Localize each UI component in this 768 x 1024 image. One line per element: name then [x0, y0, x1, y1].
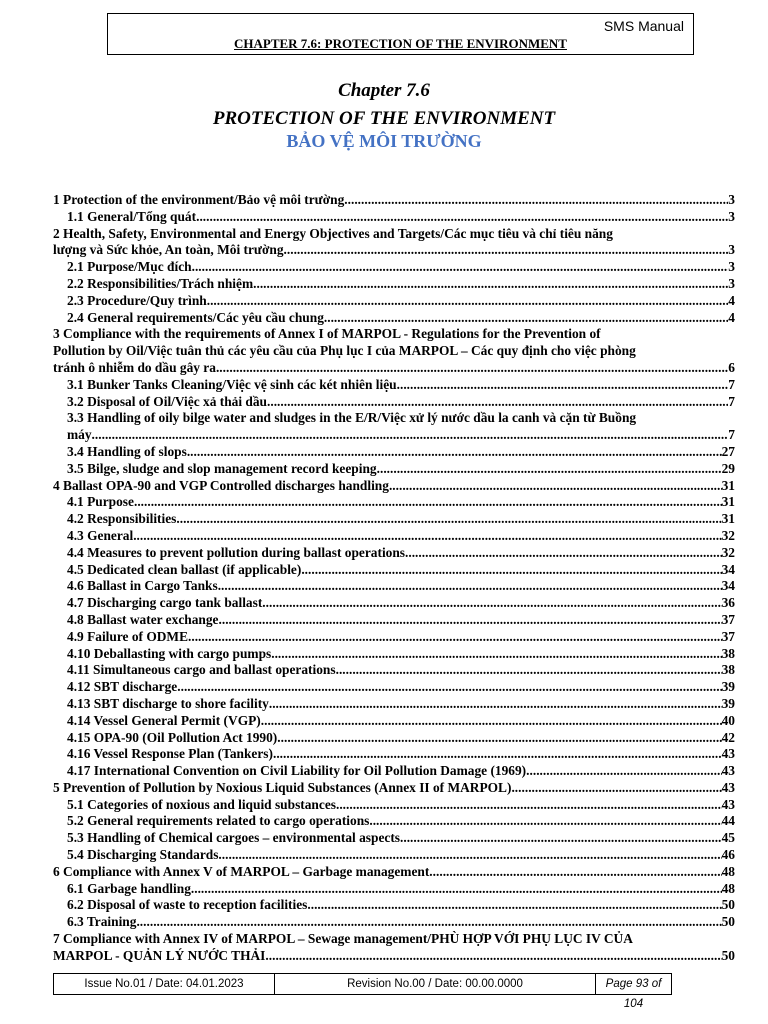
- toc-page-number: 34: [721, 578, 735, 594]
- toc-entry[interactable]: [53, 696, 735, 713]
- toc-entry-text: 2.4 General requirements/Các yêu cầu chung: [67, 309, 324, 325]
- toc-entry[interactable]: [53, 478, 735, 495]
- toc-entry-row: [67, 259, 735, 276]
- toc-entry[interactable]: [53, 797, 735, 814]
- toc-entry-row: [53, 864, 735, 881]
- toc-entry-row: [67, 209, 735, 226]
- toc-page-number: 40: [721, 712, 735, 728]
- page-header: [107, 13, 694, 55]
- toc-page-number: 6: [728, 359, 735, 375]
- toc-entry-row: [67, 847, 735, 864]
- toc-entry-row: [67, 696, 735, 713]
- toc-page-number: 31: [721, 511, 735, 527]
- page-footer: [53, 973, 672, 1010]
- manual-name: SMS Manual: [603, 18, 684, 34]
- toc-entry-text: 2 Health, Safety, Environmental and Energy Objectives and Targets/Các mục tiêu và chỉ tiêu năng: [53, 225, 613, 241]
- chapter-subtitle: BẢO VỆ MÔI TRƯỜNG: [286, 131, 482, 151]
- toc-entry-row: [53, 780, 735, 797]
- toc-page-number: 4: [728, 292, 735, 308]
- toc-entry-text: 4.2 Responsibilities: [67, 511, 177, 527]
- toc-page-number: 29: [721, 460, 735, 476]
- toc-leader-dots: [397, 377, 729, 394]
- toc-entry[interactable]: [53, 259, 735, 276]
- toc-page-number: 31: [721, 477, 735, 493]
- toc-entry[interactable]: [53, 931, 735, 965]
- header-chapter-title: CHAPTER 7.6: PROTECTION OF THE ENVIRONMENT: [234, 36, 567, 51]
- toc-entry-text: 2.2 Responsibilities/Trách nhiệm: [67, 275, 254, 291]
- toc-entry-text: 4.5 Dedicated clean ballast (if applicable): [67, 561, 302, 577]
- toc-entry-text: 5.3 Handling of Chemical cargoes – environmental aspects: [67, 830, 401, 846]
- toc-entry[interactable]: [53, 864, 735, 881]
- toc-entry-text: 4.3 General: [67, 527, 134, 543]
- toc-page-number: 50: [721, 947, 735, 963]
- toc-entry[interactable]: [53, 578, 735, 595]
- toc-entry[interactable]: [53, 293, 735, 310]
- toc-leader-dots: [307, 897, 721, 914]
- toc-entry[interactable]: [53, 914, 735, 931]
- toc-entry-row: [67, 276, 735, 293]
- toc-entry-text: lượng và Sức khỏe, An toàn, Môi trường: [53, 242, 284, 258]
- toc-leader-dots: [405, 545, 722, 562]
- toc-page-number: 3: [728, 275, 735, 291]
- toc-page-number: 42: [721, 729, 735, 745]
- toc-entry-text: 1.1 General/Tổng quát: [67, 208, 197, 224]
- toc-leader-dots: [136, 914, 721, 931]
- toc-page-number: 3: [728, 208, 735, 224]
- toc-leader-dots: [191, 881, 722, 898]
- toc-entry-text: 3.1 Bunker Tanks Cleaning/Việc vệ sinh các két nhiên liệu: [67, 376, 397, 392]
- toc-entry[interactable]: [53, 377, 735, 394]
- toc-entry-row: [67, 797, 735, 814]
- toc-entry-text: 4.11 Simultaneous cargo and ballast operations: [67, 662, 336, 678]
- issue-info: Issue No.01 / Date: 04.01.2023: [54, 974, 275, 994]
- toc-entry[interactable]: [53, 830, 735, 847]
- toc-entry-row: [67, 461, 735, 478]
- toc-entry-text: 7 Compliance with Annex IV of MARPOL – Sewage management/PHÙ HỢP VỚI PHỤ LỤC IV CỦA: [53, 931, 633, 947]
- toc-leader-dots: [400, 830, 722, 847]
- toc-leader-dots: [284, 242, 729, 259]
- toc-entry[interactable]: [53, 394, 735, 411]
- toc-entry-row: [67, 629, 735, 646]
- toc-entry-row: [67, 813, 735, 830]
- toc-entry[interactable]: [53, 461, 735, 478]
- toc-entry-row: [67, 713, 735, 730]
- toc-entry-text: 3.5 Bilge, sludge and slop management record keeping: [67, 460, 377, 476]
- toc-entry-text: 4.12 SBT discharge: [67, 679, 178, 695]
- toc-entry-row: [67, 494, 735, 511]
- toc-entry-row: [67, 746, 735, 763]
- toc-entry[interactable]: [53, 410, 735, 444]
- toc-entry-text: 5 Prevention of Pollution by Noxious Liquid Substances (Annex II of MARPOL): [53, 779, 512, 795]
- toc-page-number: 34: [721, 561, 735, 577]
- toc-entry-row: [67, 394, 735, 411]
- toc-entry[interactable]: [53, 679, 735, 696]
- toc-page-number: 37: [721, 628, 735, 644]
- toc-entry-text: 4.15 OPA-90 (Oil Pollution Act 1990): [67, 729, 278, 745]
- toc-entry-text: 4.10 Deballasting with cargo pumps: [67, 645, 272, 661]
- toc-entry-row: [67, 830, 735, 847]
- toc-entry[interactable]: [53, 813, 735, 830]
- toc-entry-text: 4.16 Vessel Response Plan (Tankers): [67, 746, 273, 762]
- toc-leader-dots: [267, 394, 728, 411]
- toc-page-number: 45: [721, 830, 735, 846]
- toc-entry[interactable]: [53, 226, 735, 260]
- revision-info: Revision No.00 / Date: 00.00.0000: [275, 974, 596, 994]
- toc-entry[interactable]: [53, 612, 735, 629]
- toc-leader-dots: [218, 578, 722, 595]
- toc-entry-row: [67, 562, 735, 579]
- toc-entry-text: máy: [67, 427, 92, 443]
- toc-entry-text: 4.8 Ballast water exchange: [67, 611, 219, 627]
- toc-leader-dots: [277, 730, 721, 747]
- toc-leader-dots: [324, 310, 728, 327]
- toc-entry[interactable]: [53, 209, 735, 226]
- toc-entry[interactable]: [53, 528, 735, 545]
- toc-entry[interactable]: [53, 629, 735, 646]
- toc-entry-text: 4.4 Measures to prevent pollution during ballast operations: [67, 544, 406, 560]
- toc-leader-dots: [301, 562, 721, 579]
- toc-page-number: 7: [728, 427, 735, 443]
- toc-leader-dots: [273, 746, 722, 763]
- toc-entry[interactable]: [53, 562, 735, 579]
- toc-page-number: 38: [721, 645, 735, 661]
- toc-entry[interactable]: [53, 545, 735, 562]
- toc-entry-row: [53, 242, 735, 259]
- toc-leader-dots: [389, 478, 722, 495]
- toc-page-number: 27: [721, 443, 735, 459]
- toc-leader-dots: [133, 528, 721, 545]
- toc-leader-dots: [344, 192, 728, 209]
- toc-entry-row: [53, 192, 735, 209]
- toc-entry-text: 2.1 Purpose/Mục đích: [67, 259, 192, 275]
- toc-leader-dots: [261, 713, 722, 730]
- toc-entry-row: [67, 511, 735, 528]
- toc-page-number: 3: [728, 259, 735, 275]
- toc-page-number: 43: [721, 763, 735, 779]
- toc-entry[interactable]: [53, 780, 735, 797]
- toc-entry-row: [67, 545, 735, 562]
- page-number: Page 93 of 104: [605, 978, 662, 1010]
- toc-page-number: 43: [721, 779, 735, 795]
- toc-entry[interactable]: [53, 192, 735, 209]
- toc-entry-text: 1 Protection of the environment/Bảo vệ môi trường: [53, 192, 345, 207]
- toc-entry[interactable]: [53, 881, 735, 898]
- toc-page-number: 48: [721, 880, 735, 896]
- toc-leader-dots: [218, 847, 721, 864]
- toc-leader-dots: [269, 696, 722, 713]
- toc-entry-text: 4.17 International Convention on Civil Liability for Oil Pollution Damage (1969): [67, 763, 527, 779]
- toc-entry-row: [67, 763, 735, 780]
- toc-entry-text: 3.2 Disposal of Oil/Việc xả thải dầu: [67, 393, 268, 409]
- toc-entry-row: [67, 528, 735, 545]
- toc-leader-dots: [92, 427, 729, 444]
- toc-entry[interactable]: [53, 646, 735, 663]
- toc-leader-dots: [429, 864, 721, 881]
- toc-leader-dots: [369, 813, 721, 830]
- toc-entry-row: [67, 662, 735, 679]
- toc-page-number: 32: [721, 544, 735, 560]
- toc-entry-row: [67, 377, 735, 394]
- toc-entry-text: 4.6 Ballast in Cargo Tanks: [67, 578, 218, 594]
- toc-entry-text: 3.4 Handling of slops: [67, 443, 187, 459]
- toc-entry[interactable]: [53, 326, 735, 376]
- toc-entry[interactable]: [53, 713, 735, 730]
- toc-page-number: 48: [721, 863, 735, 879]
- toc-entry-row: [67, 427, 735, 444]
- toc-leader-dots: [336, 797, 722, 814]
- table-of-contents: [53, 192, 735, 965]
- toc-entry[interactable]: [53, 897, 735, 914]
- toc-entry[interactable]: [53, 276, 735, 293]
- toc-entry-text: 6 Compliance with Annex V of MARPOL – Garbage management: [53, 863, 430, 879]
- chapter-title: PROTECTION OF THE ENVIRONMENT: [212, 108, 556, 129]
- toc-page-number: 3: [728, 192, 735, 207]
- toc-entry-text: 4.7 Discharging cargo tank ballast: [67, 595, 263, 611]
- toc-entry-text: 6.2 Disposal of waste to reception facilities: [67, 897, 308, 913]
- toc-entry-text: tránh ô nhiễm do dầu gây ra: [53, 359, 216, 375]
- toc-leader-dots: [188, 629, 722, 646]
- toc-entry-row: [67, 578, 735, 595]
- toc-leader-dots: [192, 259, 729, 276]
- toc-page-number: 46: [721, 847, 735, 863]
- toc-entry-text: 2.3 Procedure/Quy trình: [67, 292, 207, 308]
- toc-page-number: 43: [721, 746, 735, 762]
- toc-entry-row: [53, 478, 735, 495]
- toc-page-number: 39: [721, 695, 735, 711]
- toc-entry[interactable]: [53, 763, 735, 780]
- toc-entry-row: [67, 679, 735, 696]
- toc-leader-dots: [526, 763, 721, 780]
- chapter-number: Chapter 7.6: [338, 80, 430, 101]
- toc-page-number: 7: [728, 376, 735, 392]
- toc-entry-row: [67, 444, 735, 461]
- toc-entry-row: [67, 914, 735, 931]
- toc-entry[interactable]: [53, 494, 735, 511]
- toc-page-number: 3: [728, 242, 735, 258]
- toc-entry-row: [53, 948, 735, 965]
- toc-entry-text: Pollution by Oil/Việc tuân thủ các yêu cầu của Phụ lục I của MARPOL – Các quy định cho việc phòng: [53, 343, 636, 359]
- toc-page-number: 37: [721, 611, 735, 627]
- toc-entry-text: 3.3 Handling of oily bilge water and sludges in the E/R/Việc xử lý nước dầu la canh và cặn từ Buồng: [67, 410, 637, 426]
- toc-entry-row: [53, 360, 735, 377]
- toc-page-number: 36: [721, 595, 735, 611]
- toc-entry[interactable]: [53, 310, 735, 327]
- toc-page-number: 39: [721, 679, 735, 695]
- toc-entry[interactable]: [53, 746, 735, 763]
- toc-entry-row: [67, 293, 735, 310]
- toc-entry-text: 5.1 Categories of noxious and liquid substances: [67, 796, 336, 812]
- toc-entry-text: 6.1 Garbage handling: [67, 880, 191, 896]
- toc-entry-text: 5.4 Discharging Standards: [67, 847, 219, 863]
- toc-entry-text: 4 Ballast OPA-90 and VGP Controlled discharges handling: [53, 477, 389, 493]
- toc-entry-text: 5.2 General requirements related to cargo operations: [67, 813, 370, 829]
- toc-entry[interactable]: [53, 730, 735, 747]
- toc-entry-text: 4.9 Failure of ODME: [67, 628, 188, 644]
- toc-entry[interactable]: [53, 595, 735, 612]
- toc-leader-dots: [253, 276, 728, 293]
- toc-entry[interactable]: [53, 847, 735, 864]
- toc-leader-dots: [262, 595, 721, 612]
- toc-page-number: 44: [721, 813, 735, 829]
- toc-entry-text: 6.3 Training: [67, 914, 137, 930]
- toc-page-number: 43: [721, 796, 735, 812]
- toc-entry-text: MARPOL - QUẢN LÝ NƯỚC THẢI: [53, 947, 266, 963]
- toc-entry[interactable]: [53, 662, 735, 679]
- toc-leader-dots: [336, 662, 722, 679]
- toc-entry-text: 4.14 Vessel General Permit (VGP): [67, 712, 261, 728]
- toc-entry-row: [67, 612, 735, 629]
- toc-page-number: 4: [728, 309, 735, 325]
- toc-entry-text: 4.13 SBT discharge to shore facility: [67, 695, 269, 711]
- toc-entry-row: [67, 310, 735, 327]
- toc-page-number: 31: [721, 494, 735, 510]
- toc-page-number: 50: [721, 897, 735, 913]
- toc-leader-dots: [271, 646, 721, 663]
- toc-page-number: 38: [721, 662, 735, 678]
- toc-entry-row: [67, 646, 735, 663]
- toc-entry[interactable]: [53, 511, 735, 528]
- toc-entry[interactable]: [53, 444, 735, 461]
- toc-entry-row: [67, 730, 735, 747]
- toc-leader-dots: [511, 780, 721, 797]
- toc-entry-row: [67, 897, 735, 914]
- toc-leader-dots: [177, 679, 721, 696]
- toc-leader-dots: [265, 948, 721, 965]
- toc-leader-dots: [196, 209, 728, 226]
- toc-leader-dots: [134, 494, 722, 511]
- toc-entry-text: 3 Compliance with the requirements of Annex I of MARPOL - Regulations for the Prevention of: [53, 326, 601, 342]
- toc-entry-row: [67, 595, 735, 612]
- toc-entry-row: [67, 881, 735, 898]
- toc-leader-dots: [187, 444, 722, 461]
- toc-leader-dots: [176, 511, 721, 528]
- toc-page-number: 50: [721, 914, 735, 930]
- toc-page-number: 7: [728, 393, 735, 409]
- toc-leader-dots: [216, 360, 728, 377]
- toc-entry-text: 4.1 Purpose: [67, 494, 134, 510]
- toc-leader-dots: [219, 612, 722, 629]
- toc-leader-dots: [207, 293, 729, 310]
- toc-page-number: 32: [721, 527, 735, 543]
- toc-leader-dots: [377, 461, 722, 478]
